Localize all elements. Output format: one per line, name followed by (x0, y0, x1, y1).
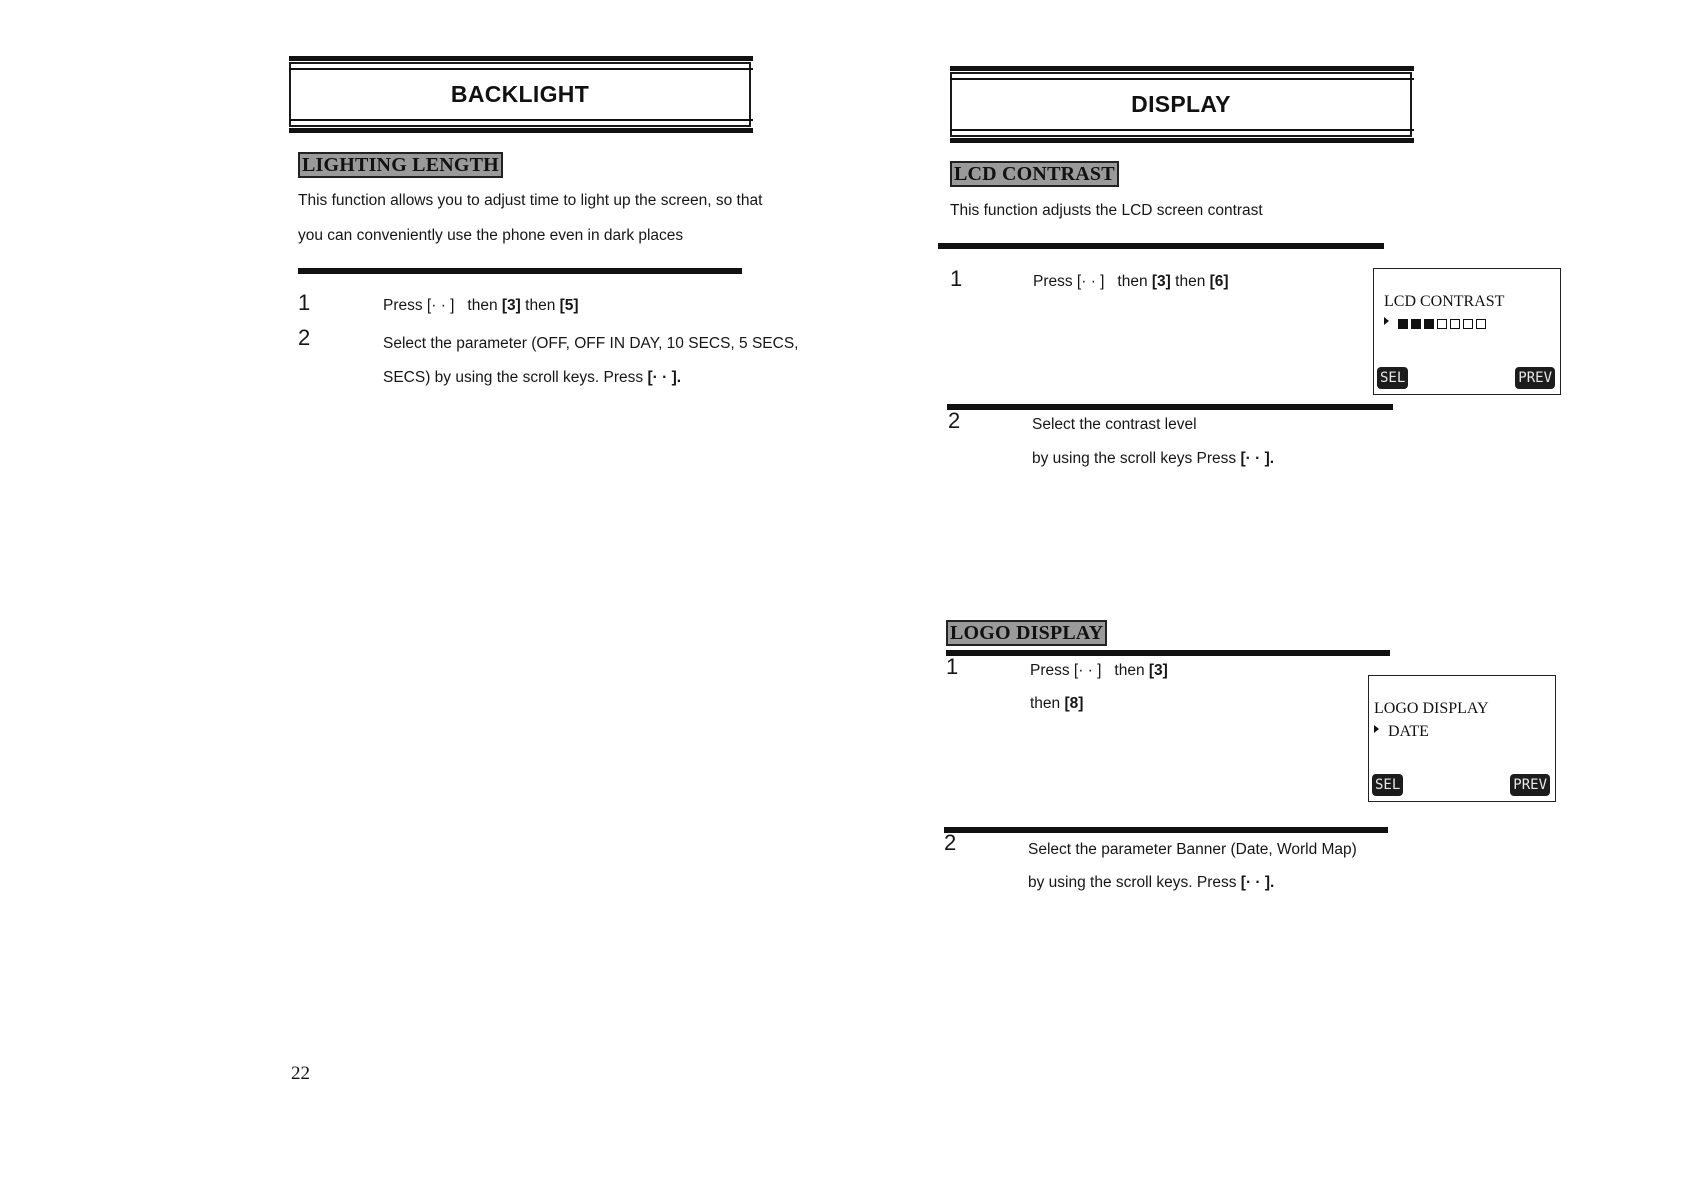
title-rule-top (950, 66, 1414, 71)
step2-text: by using the scroll keys. Press (1028, 874, 1237, 891)
backlight-divider (298, 268, 742, 274)
lcd-contrast-divider-top (938, 243, 1384, 249)
contrast-cell-filled (1411, 319, 1421, 329)
lcd-contrast-divider-mid (947, 404, 1393, 410)
key-3: [3] (501, 297, 521, 314)
then-word: then (1117, 273, 1148, 290)
backlight-title-box (289, 62, 751, 127)
step2-text: SECS) by using the scroll keys. Press (383, 369, 644, 386)
key-8: [8] (1064, 695, 1084, 712)
contrast-cell-filled (1398, 319, 1408, 329)
key-5: [5] (559, 297, 579, 314)
press-key: [· · ]. (647, 369, 682, 386)
logo-display-step2-line1: Select the parameter Banner (Date, World Map) (1028, 841, 1357, 858)
title-rule-top (289, 56, 753, 61)
then-word: then (1114, 662, 1145, 679)
then-word: then (467, 297, 498, 314)
lcd-contrast-step1-number: 1 (950, 266, 963, 291)
key-3: [3] (1151, 273, 1171, 290)
lcd-contrast-screen (1373, 268, 1561, 395)
contrast-cell-empty (1437, 319, 1447, 329)
sel-softkey[interactable]: SEL (1372, 774, 1403, 796)
sel-softkey[interactable]: SEL (1377, 367, 1408, 389)
title-rule-bottom-thin (289, 119, 753, 121)
key-6: [6] (1209, 273, 1229, 290)
title-rule-bottom (950, 138, 1414, 143)
press-key-label: Press [· · ] (383, 297, 455, 314)
selection-arrow-icon (1384, 317, 1389, 325)
contrast-cell-empty (1450, 319, 1460, 329)
lcd-contrast-intro: This function adjusts the LCD screen contrast (950, 202, 1263, 219)
press-key: [· · ]. (1240, 874, 1275, 891)
logo-display-screen (1368, 675, 1556, 802)
title-rule-top-thin (289, 68, 753, 70)
prev-softkey[interactable]: PREV (1515, 367, 1555, 389)
contrast-level-row (1384, 315, 1486, 333)
title-rule-top-thin (950, 78, 1414, 80)
contrast-cell-empty (1463, 319, 1473, 329)
lcd-screen-title: LCD CONTRAST (1384, 293, 1505, 310)
press-key-label: Press [· · ] (1030, 662, 1102, 679)
logo-display-step2-line2 (1028, 874, 1274, 892)
backlight-step1-instruction (383, 297, 579, 315)
lcd-contrast-step2-line1: Select the contrast level (1032, 416, 1197, 433)
press-key: [· · ]. (1240, 450, 1275, 467)
logo-display-step1-line1 (1030, 662, 1168, 680)
selection-arrow-icon (1374, 725, 1379, 733)
backlight-step2-line2 (383, 369, 681, 387)
logo-option-row (1374, 723, 1429, 741)
step2-text: by using the scroll keys Press (1032, 450, 1237, 467)
title-rule-bottom-thin (950, 129, 1414, 131)
lcd-screen-title: LOGO DISPLAY (1374, 700, 1489, 717)
page-number: 22 (291, 1063, 310, 1084)
lcd-contrast-heading: LCD CONTRAST (950, 161, 1119, 187)
backlight-step2-number: 2 (298, 325, 311, 350)
lcd-contrast-step1-instruction (1033, 273, 1229, 291)
lcd-contrast-step2-line2 (1032, 450, 1274, 468)
backlight-step1-number: 1 (298, 290, 311, 315)
logo-option-value: DATE (1388, 723, 1429, 740)
then-word: then (1175, 273, 1206, 290)
backlight-title: BACKLIGHT (450, 81, 590, 107)
display-title: DISPLAY (1131, 91, 1231, 117)
backlight-step2-line1: Select the parameter (OFF, OFF IN DAY, 10 SECS, 5 SECS, (383, 335, 799, 352)
press-key-label: Press [· · ] (1033, 273, 1105, 290)
logo-display-heading: LOGO DISPLAY (946, 620, 1107, 646)
prev-softkey[interactable]: PREV (1510, 774, 1550, 796)
then-word: then (1030, 695, 1061, 712)
logo-display-divider-mid (944, 827, 1388, 833)
lighting-length-heading: LIGHTING LENGTH (298, 152, 503, 178)
logo-display-step1-line2 (1030, 695, 1083, 713)
contrast-cell-filled (1424, 319, 1434, 329)
title-rule-bottom (289, 128, 753, 133)
logo-display-step2-number: 2 (944, 830, 957, 855)
logo-display-step1-number: 1 (946, 654, 959, 679)
key-3: [3] (1148, 662, 1168, 679)
contrast-level-bar (1398, 319, 1486, 329)
display-title-box (950, 72, 1412, 137)
contrast-cell-empty (1476, 319, 1486, 329)
backlight-intro-line1: This function allows you to adjust time to light up the screen, so that (298, 192, 763, 209)
backlight-intro-line2: you can conveniently use the phone even in dark places (298, 227, 684, 244)
logo-display-divider-top (946, 650, 1390, 656)
lcd-contrast-step2-number: 2 (948, 408, 961, 433)
then-word: then (525, 297, 556, 314)
